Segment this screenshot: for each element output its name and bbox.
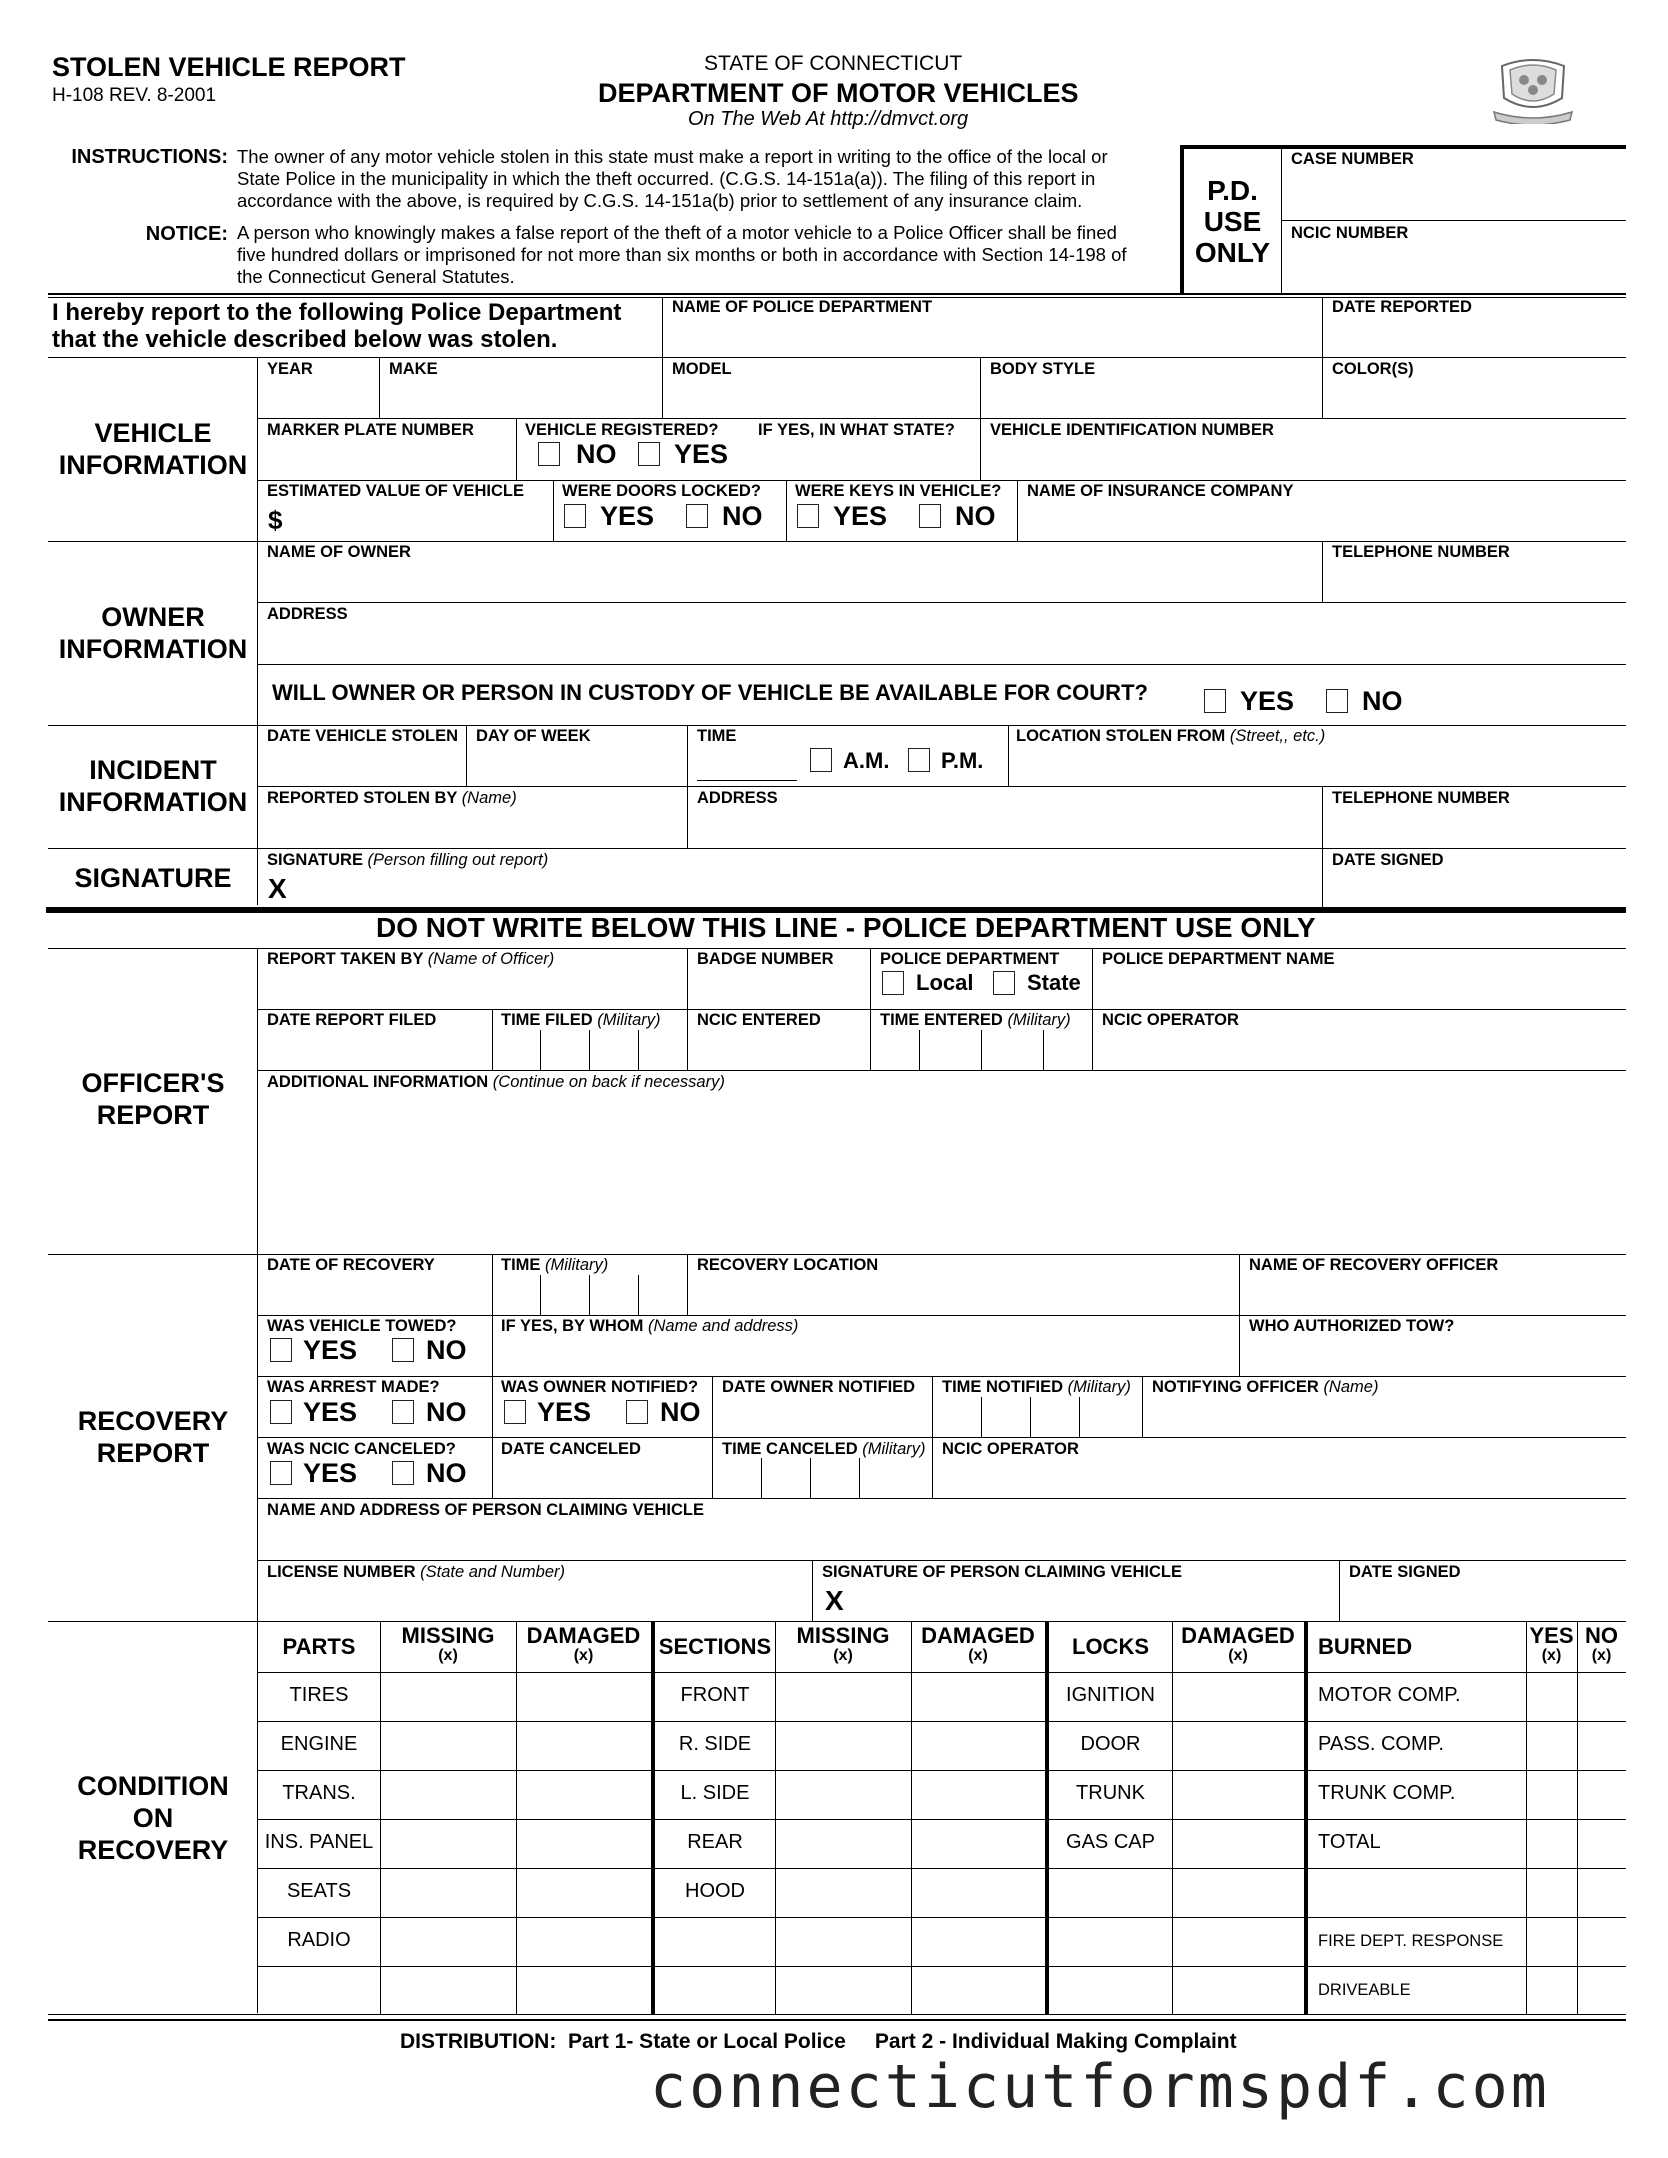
owner-phone-field[interactable]: TELEPHONE NUMBER [1332, 543, 1510, 561]
arrest-yes-label: YES [303, 1397, 358, 1427]
burned-yes-header: YES (x) [1529, 1623, 1574, 1664]
towed-no-label: NO [426, 1335, 467, 1365]
court-yes-checkbox[interactable] [1204, 689, 1226, 713]
make-field[interactable]: MAKE [389, 360, 438, 378]
claimant-date-signed-field[interactable]: DATE SIGNED [1349, 1563, 1461, 1581]
report-taken-by-field[interactable]: REPORT TAKEN BY (Name of Officer) [267, 950, 555, 968]
section-hood: HOOD [685, 1880, 745, 1902]
time-notified-field[interactable]: TIME NOTIFIED (Military) [942, 1378, 1131, 1396]
ncic-canceled-yes-checkbox[interactable] [270, 1461, 292, 1485]
pm-label: P.M. [941, 748, 984, 773]
parts-header: PARTS [282, 1634, 356, 1659]
owner-section-title: OWNER INFORMATION [58, 602, 248, 664]
doors-locked-no-checkbox[interactable] [686, 504, 708, 528]
part-trans: TRANS. [282, 1782, 356, 1804]
owner-notified-no-checkbox[interactable] [626, 1400, 648, 1424]
recovery-ncic-operator-field[interactable]: NCIC OPERATOR [942, 1440, 1079, 1458]
notifying-officer-field[interactable]: NOTIFYING OFFICER (Name) [1152, 1378, 1379, 1396]
officer-ncic-operator-field[interactable]: NCIC OPERATOR [1102, 1011, 1239, 1029]
keys-in-vehicle-label: WERE KEYS IN VEHICLE? [795, 482, 1002, 500]
arrest-made-label: WAS ARREST MADE? [267, 1378, 440, 1396]
pd-state-label: State [1027, 970, 1081, 995]
towed-yes-label: YES [303, 1335, 358, 1365]
locks-header: LOCKS [1072, 1634, 1149, 1659]
driveable: DRIVEABLE [1318, 1981, 1411, 1999]
owner-notified-no-label: NO [660, 1397, 701, 1427]
signature-field[interactable]: SIGNATURE (Person filling out report) [267, 851, 549, 869]
am-label: A.M. [843, 748, 890, 773]
vehicle-section-title: VEHICLE INFORMATION [58, 418, 248, 480]
pm-checkbox[interactable] [908, 748, 930, 772]
notice-line-1: A person who knowingly makes a false report of the theft of a motor vehicle to a Police Officer shall be fined [237, 222, 1117, 243]
locks-damaged-header: DAMAGED (x) [1181, 1623, 1295, 1664]
burned-header: BURNED [1318, 1634, 1413, 1659]
pd-use-only-label: P.D. USE ONLY [1194, 175, 1271, 268]
towed-yes-checkbox[interactable] [270, 1338, 292, 1362]
lock-gas-cap: GAS CAP [1066, 1831, 1155, 1853]
section-l-side: L. SIDE [680, 1782, 750, 1804]
claimant-signature-x-mark: X [825, 1585, 844, 1616]
recovery-officer-field[interactable]: NAME OF RECOVERY OFFICER [1249, 1256, 1499, 1274]
section-front: FRONT [680, 1684, 750, 1706]
burned-trunk-comp: TRUNK COMP. [1318, 1782, 1456, 1804]
form-title: STOLEN VEHICLE REPORT [52, 52, 406, 82]
fire-dept-response: FIRE DEPT. RESPONSE [1318, 1932, 1504, 1950]
part-tires: TIRES [289, 1684, 349, 1706]
reporter-phone-field[interactable]: TELEPHONE NUMBER [1332, 789, 1510, 807]
towed-by-whom-field[interactable]: IF YES, BY WHOM (Name and address) [501, 1317, 799, 1335]
lock-door: DOOR [1080, 1733, 1141, 1755]
section-r-side: R. SIDE [678, 1733, 752, 1755]
arrest-no-checkbox[interactable] [392, 1400, 414, 1424]
doors-locked-yes-label: YES [600, 501, 655, 531]
case-number-field[interactable]: CASE NUMBER [1291, 150, 1414, 168]
ncic-canceled-no-checkbox[interactable] [392, 1461, 414, 1485]
signature-x-mark: X [268, 873, 287, 904]
recovery-date-field[interactable]: DATE OF RECOVERY [267, 1256, 435, 1274]
insurance-company-field[interactable]: NAME OF INSURANCE COMPANY [1027, 482, 1294, 500]
tow-authorized-by-field[interactable]: WHO AUTHORIZED TOW? [1249, 1317, 1455, 1335]
license-number-field[interactable]: LICENSE NUMBER (State and Number) [267, 1563, 566, 1581]
date-reported-field[interactable]: DATE REPORTED [1332, 298, 1472, 316]
registered-no-label: NO [576, 439, 617, 469]
parts-missing-header: MISSING (x) [401, 1623, 495, 1664]
vehicle-registered-label: VEHICLE REGISTERED? [525, 421, 719, 439]
pd-local-checkbox[interactable] [882, 971, 904, 995]
owner-notified-yes-label: YES [537, 1397, 592, 1427]
sections-damaged-header: DAMAGED (x) [921, 1623, 1035, 1664]
sections-missing-header: MISSING (x) [796, 1623, 890, 1664]
recovery-time-field[interactable]: TIME (Military) [501, 1256, 609, 1274]
part-ins-panel: INS. PANEL [264, 1831, 374, 1853]
model-field[interactable]: MODEL [672, 360, 732, 378]
signature-section-title: SIGNATURE [74, 863, 232, 893]
day-of-week-field[interactable]: DAY OF WEEK [476, 727, 591, 745]
section-rear: REAR [687, 1831, 743, 1853]
ncic-canceled-label: WAS NCIC CANCELED? [267, 1440, 456, 1458]
instructions-line-3: accordance with the above, is required by C.G.S. 14-151a(b) prior to settlement of any insurance claim. [237, 190, 1083, 211]
doors-locked-label: WERE DOORS LOCKED? [562, 482, 761, 500]
notice-line-2: five hundred dollars or imprisoned for not more than six months or both in accordance with Section 14-198 of [237, 244, 1127, 265]
burned-no-header: NO (x) [1585, 1623, 1618, 1664]
doors-locked-yes-checkbox[interactable] [564, 504, 586, 528]
registered-state-field[interactable]: IF YES, IN WHAT STATE? [758, 421, 955, 439]
pd-local-label: Local [916, 970, 974, 995]
doors-locked-no-label: NO [722, 501, 763, 531]
ncic-canceled-no-label: NO [426, 1458, 467, 1488]
form-number: H-108 REV. 8-2001 [52, 85, 217, 106]
signature-date-field[interactable]: DATE SIGNED [1332, 851, 1444, 869]
recovery-section-title: RECOVERY REPORT [77, 1406, 229, 1468]
state-seal-icon [1492, 52, 1574, 124]
am-checkbox[interactable] [810, 748, 832, 772]
burned-pass-comp: PASS. COMP. [1318, 1733, 1444, 1755]
estimated-value-field[interactable]: ESTIMATED VALUE OF VEHICLE [267, 482, 524, 500]
officer-section-title: OFFICER'S REPORT [81, 1068, 225, 1130]
pd-state-checkbox[interactable] [993, 971, 1015, 995]
watermark: connecticutformspdf.com [650, 2052, 1550, 2122]
colors-field[interactable]: COLOR(S) [1332, 360, 1414, 378]
pd-name-field[interactable]: NAME OF POLICE DEPARTMENT [672, 298, 933, 316]
dollar-sign: $ [268, 505, 283, 535]
badge-number-field[interactable]: BADGE NUMBER [697, 950, 834, 968]
keys-no-label: NO [955, 501, 996, 531]
instructions-line-1: The owner of any motor vehicle stolen in this state must make a report in writing to the office of the local or [237, 146, 1108, 167]
time-canceled-field[interactable]: TIME CANCELED (Military) [722, 1440, 926, 1458]
claimant-name-address-field[interactable]: NAME AND ADDRESS OF PERSON CLAIMING VEHICLE [267, 1501, 704, 1519]
department-name: DEPARTMENT OF MOTOR VEHICLES [598, 78, 1079, 108]
time-filed-field[interactable]: TIME FILED (Military) [501, 1011, 661, 1029]
parts-damaged-header: DAMAGED (x) [526, 1623, 641, 1664]
date-stolen-field[interactable]: DATE VEHICLE STOLEN [267, 727, 458, 745]
notice-label: NOTICE: [145, 223, 228, 245]
police-department-type-label: POLICE DEPARTMENT [880, 950, 1060, 968]
part-engine: ENGINE [280, 1733, 358, 1755]
lock-trunk: TRUNK [1076, 1782, 1145, 1804]
reporter-address-field[interactable]: ADDRESS [697, 789, 778, 807]
time-stolen-field[interactable]: TIME [697, 727, 737, 745]
instructions-line-2: State Police in the municipality in which the theft occurred. (C.G.S. 14-151a(a)). The filing of this report in [237, 168, 1096, 189]
court-no-label: NO [1362, 686, 1403, 716]
burned-motor-comp: MOTOR COMP. [1318, 1684, 1461, 1706]
owner-name-field[interactable]: NAME OF OWNER [267, 543, 411, 561]
lock-ignition: IGNITION [1066, 1684, 1155, 1706]
pd-name-officer-field[interactable]: POLICE DEPARTMENT NAME [1102, 950, 1335, 968]
recovery-location-field[interactable]: RECOVERY LOCATION [697, 1256, 879, 1274]
year-field[interactable]: YEAR [267, 360, 313, 378]
court-availability-question: WILL OWNER OR PERSON IN CUSTODY OF VEHICLE BE AVAILABLE FOR COURT? [272, 680, 1148, 705]
arrest-yes-checkbox[interactable] [270, 1400, 292, 1424]
ncic-canceled-yes-label: YES [303, 1458, 358, 1488]
distribution-note: DISTRIBUTION: Part 1- State or Local Police Part 2 - Individual Making Complaint [400, 2030, 1237, 2053]
keys-yes-checkbox[interactable] [797, 504, 819, 528]
part-radio: RADIO [287, 1929, 351, 1951]
part-seats: SEATS [286, 1880, 352, 1902]
incident-section-title: INCIDENT INFORMATION [58, 755, 248, 817]
report-statement-line-2: that the vehicle described below was stolen. [52, 326, 558, 353]
notice-line-3: the Connecticut General Statutes. [237, 266, 515, 287]
owner-notified-label: WAS OWNER NOTIFIED? [501, 1378, 699, 1396]
state-name: STATE OF CONNECTICUT [704, 52, 963, 75]
date-report-filed-field[interactable]: DATE REPORT FILED [267, 1011, 437, 1029]
time-entered-field[interactable]: TIME ENTERED (Military) [880, 1011, 1071, 1029]
owner-address-field[interactable]: ADDRESS [267, 605, 348, 623]
report-statement-line-1: I hereby report to the following Police Department [52, 299, 622, 326]
ncic-entered-field[interactable]: NCIC ENTERED [697, 1011, 821, 1029]
owner-notified-yes-checkbox[interactable] [504, 1400, 526, 1424]
court-yes-label: YES [1240, 686, 1295, 716]
registered-yes-label: YES [674, 439, 729, 469]
burned-total: TOTAL [1318, 1831, 1381, 1853]
keys-yes-label: YES [833, 501, 888, 531]
web-address: On The Web At http://dmvct.org [688, 108, 969, 130]
additional-information-field[interactable]: ADDITIONAL INFORMATION (Continue on back if necessary) [267, 1073, 725, 1091]
body-style-field[interactable]: BODY STYLE [990, 360, 1096, 378]
condition-section-title: CONDITION ON RECOVERY [77, 1771, 229, 1865]
instructions-label: INSTRUCTIONS: [71, 146, 228, 168]
reported-by-field[interactable]: REPORTED STOLEN BY (Name) [267, 789, 517, 807]
location-stolen-field[interactable]: LOCATION STOLEN FROM (Street,, etc.) [1016, 727, 1326, 745]
vin-field[interactable]: VEHICLE IDENTIFICATION NUMBER [990, 421, 1274, 439]
towed-no-checkbox[interactable] [392, 1338, 414, 1362]
ncic-number-field[interactable]: NCIC NUMBER [1291, 224, 1409, 242]
date-owner-notified-field[interactable]: DATE OWNER NOTIFIED [722, 1378, 916, 1396]
police-use-only-banner: DO NOT WRITE BELOW THIS LINE - POLICE DEPARTMENT USE ONLY [376, 912, 1316, 943]
registered-yes-checkbox[interactable] [638, 442, 660, 466]
sections-header: SECTIONS [658, 1634, 772, 1659]
court-no-checkbox[interactable] [1326, 689, 1348, 713]
registered-no-checkbox[interactable] [538, 442, 560, 466]
keys-no-checkbox[interactable] [919, 504, 941, 528]
claimant-signature-field[interactable]: SIGNATURE OF PERSON CLAIMING VEHICLE [822, 1563, 1182, 1581]
marker-plate-field[interactable]: MARKER PLATE NUMBER [267, 421, 474, 439]
vehicle-towed-label: WAS VEHICLE TOWED? [267, 1317, 457, 1335]
arrest-no-label: NO [426, 1397, 467, 1427]
date-canceled-field[interactable]: DATE CANCELED [501, 1440, 641, 1458]
